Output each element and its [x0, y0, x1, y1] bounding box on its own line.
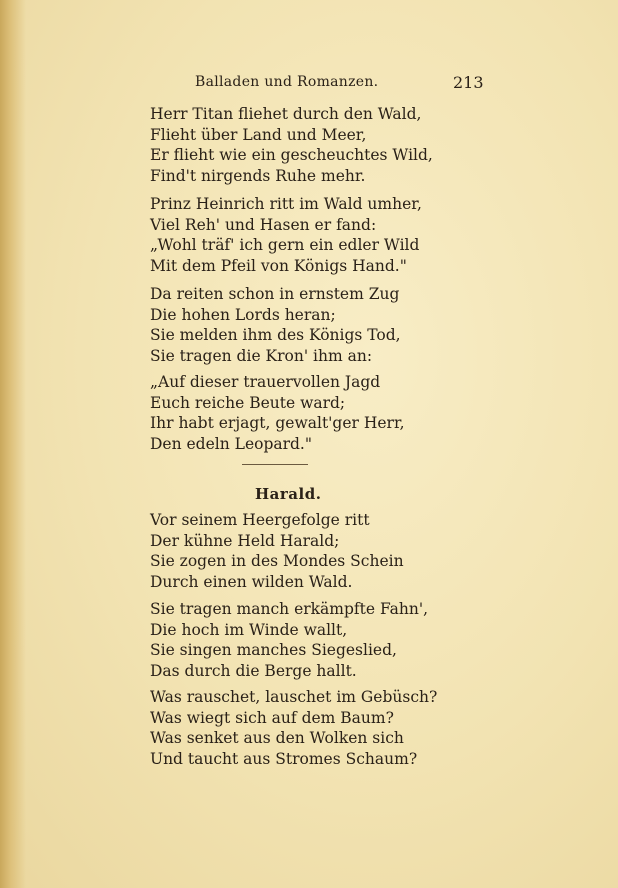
verse-line: Er flieht wie ein gescheuchtes Wild, [150, 146, 433, 164]
verse-line: Da reiten schon in ernstem Zug [150, 285, 400, 303]
verse-line: Euch reiche Beute ward; [150, 393, 346, 412]
stanza-2 [150, 194, 470, 276]
verse-line: Sie singen manches Siegeslied, [150, 641, 397, 659]
stanza-3 [150, 284, 470, 366]
verse-line: Und taucht aus Stromes Schaum? [150, 749, 418, 768]
verse-line: Prinz Heinrich ritt im Wald umher, [150, 195, 422, 213]
verse-line: Sie tragen die Kron' ihm an: [150, 346, 373, 365]
verse-line: Durch einen wilden Wald. [150, 572, 353, 591]
verse-line: Herr Titan fliehet durch den Wald, [150, 105, 422, 123]
verse-line: Der kühne Held Harald; [150, 531, 340, 550]
stanza-7 [150, 687, 470, 769]
verse-line: Was senket aus den Wolken sich [150, 729, 404, 747]
stanza-1 [150, 104, 470, 186]
verse-line: Vor seinem Heergefolge ritt [150, 511, 370, 529]
verse-line: Sie melden ihm des Königs Tod, [150, 326, 401, 344]
verse-line: „Wohl träf' ich gern ein edler Wild [150, 236, 420, 254]
verse-line: Ihr habt erjagt, gewalt'ger Herr, [150, 414, 405, 432]
stanza-4 [150, 372, 470, 454]
verse-line: Die hoch im Winde wallt, [150, 620, 348, 639]
section-title: Harald. [255, 485, 322, 503]
stanza-6 [150, 599, 470, 681]
running-title: Balladen und Romanzen. [195, 74, 379, 90]
verse-line: Die hohen Lords heran; [150, 305, 336, 324]
verse-line: Den edeln Leopard." [150, 434, 312, 453]
verse-line: Was wiegt sich auf dem Baum? [150, 708, 394, 727]
stanza-5 [150, 510, 470, 592]
verse-line: Flieht über Land und Meer, [150, 125, 367, 144]
verse-line: Find't nirgends Ruhe mehr. [150, 166, 366, 185]
verse-line: Mit dem Pfeil von Königs Hand." [150, 256, 407, 275]
page-number: 213 [453, 73, 484, 92]
verse-line: Viel Reh' und Hasen er fand: [150, 215, 377, 234]
verse-line: „Auf dieser trauervollen Jagd [150, 373, 381, 391]
page-header [195, 74, 485, 96]
verse-line: Sie zogen in des Mondes Schein [150, 552, 404, 570]
verse-line: Sie tragen manch erkämpfte Fahn', [150, 600, 429, 618]
verse-line: Das durch die Berge hallt. [150, 661, 357, 680]
verse-line: Was rauschet, lauschet im Gebüsch? [150, 688, 438, 706]
section-divider [242, 464, 308, 465]
